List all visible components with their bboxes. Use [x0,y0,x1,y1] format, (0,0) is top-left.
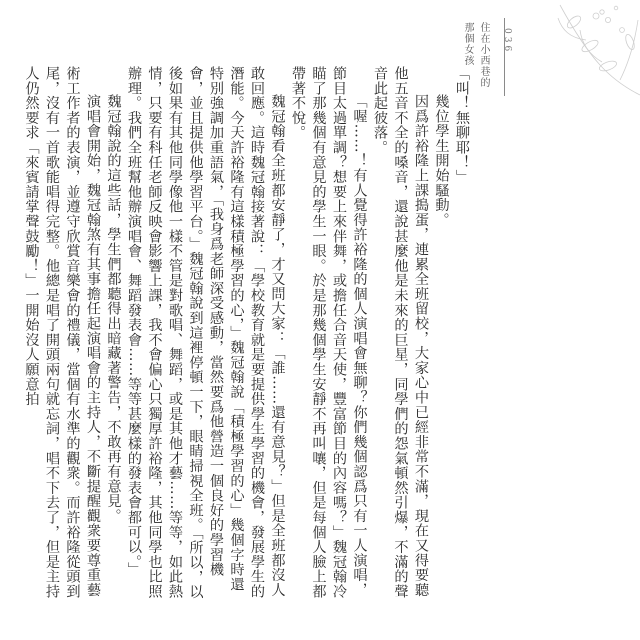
page-number: 036 [502,28,512,55]
paragraph: 幾位學生開始騷動。 [433,94,450,228]
paragraph: 演唱會開始，魏冠翰煞有其事擔任起演唱會的主持人，不斷提醒觀衆要尊重藝術工作者的表演，並遵守欣賞音樂會的禮儀，當個有水準的觀衆。而許裕隆從頭到尾，沒有一首歌能唱得完整。他總是唱了開頭兩句就忘詞，唱不下去了，但是主持人仍然要求「來賓請掌聲鼓勵！」一開始沒人願意拍 [23,66,101,599]
body-text [23,66,472,606]
running-head-line1: 住在小西巷的 [478,22,489,88]
running-head-line2: 那個女孩 [462,22,473,66]
paragraph: 「喔……！有人覺得許裕隆的個人演唱會無聊？你們幾個認爲只有一人演唱，節目太過單調？想要上來伴舞，或擔任合音天使，豐富節目的內容嗎？」魏冠翰冷瞄了那幾個有意見的學生一眼。於是那幾個學生安靜不再叫嚷，但是每個人臉上都帶著不悅。 [290,66,368,599]
paragraph: 魏冠翰看全班都安靜了，才又問大家：「誰……還有意見？」但是全班都沒人敢回應。這時魏冠翰接著說：「學校教育就是要提供學生學習的機會，發展學生的潛能。今天許裕隆有這樣積極學習的心，」魏冠翰說「積極學習的心」幾個字時還特別強調加重語氣，「我身爲老師深受感動，當然要爲他營造一個良好的學習機會，並且提供他學習平台。」魏冠翰說到這裡停頓一下，眼睛掃視全班。「所以，以後如果有其他同學像他一樣不管是對歌唱、舞蹈，或是其他才藝……等等，如此熱情，只要有科任老師反映會影響上課，我不會偏心只獨厚許裕隆，其他同學也比照辦理。我們全班幫他辦演唱會、舞蹈發表會……等等甚麼樣的發表會都可以。」 [126,66,286,600]
paragraph: 「叫！無聊耶！」 [454,66,470,185]
paragraph: 魏冠翰說的這些話，學生們都聽得出暗藏著警告，不敢再有意見。 [105,94,122,524]
paragraph: 因爲許裕隆上課搗蛋，連累全班留校，大家心中已經非常不滿，現在又得要聽他五音不全的嗓音，還說甚麼他是未來的巨星，同學們的怨氣頓然引爆，不滿的聲音此起彼落。 [372,66,429,599]
